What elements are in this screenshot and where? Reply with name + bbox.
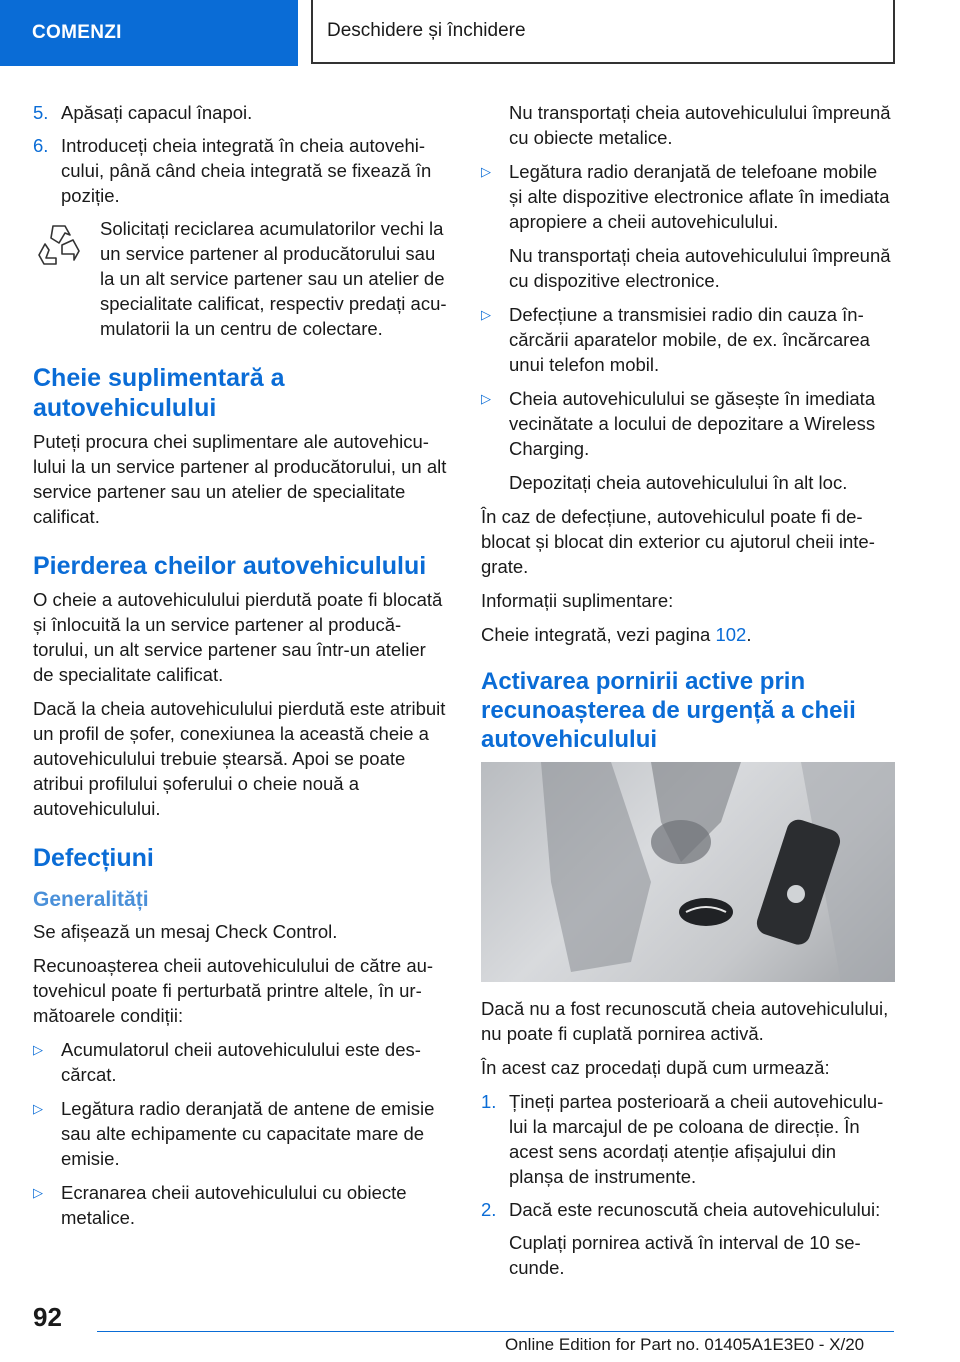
step-item xyxy=(481,1089,895,1189)
bullet-continuation: Nu transportați cheia autovehiculului împreună cu obiecte metalice. xyxy=(509,102,891,148)
triangle-bullet-icon: ▷ xyxy=(481,307,491,322)
triangle-bullet-icon: ▷ xyxy=(33,1185,43,1200)
footer-divider xyxy=(97,1331,894,1332)
recycling-text: Solicitați reciclarea acumulatorilor vechi la un service partener al producătorului sau la un alt service partener sau un atelier de specialitate calificat, respectiv predați acumulatorii la un centru de colectare. xyxy=(100,218,447,339)
reference-end: . xyxy=(746,624,752,645)
list-item xyxy=(481,386,895,461)
paragraph: Informații suplimentare: xyxy=(481,590,674,611)
reference-text: Cheie integrată, vezi pagina xyxy=(481,624,716,645)
paragraph: O cheie a autovehiculului pierdută poate fi blocată și înlocuită la un service partener al producătorului, un alt service partener sau într-un atelier de specialitate calificat. xyxy=(33,589,443,685)
bullet-text: Defecțiune a transmisiei radio din cauza încărcării aparatelor mobile, de ex. încărcarea unui telefon mobil. xyxy=(509,304,870,375)
page-number: 92 xyxy=(33,1302,62,1332)
paragraph: Recunoașterea cheii autovehiculului de către autovehicul poate fi perturbată printre altele, în următoarele condiții: xyxy=(33,955,434,1026)
paragraph: Se afișează un mesaj Check Control. xyxy=(33,921,338,942)
list-item xyxy=(481,302,895,377)
bullet-text: Legătura radio deranjată de telefoane mobile și alte dispozitive electronice aflate în imediata apropiere a cheii autovehiculului. xyxy=(509,161,890,232)
list-item xyxy=(481,159,895,234)
heading-faults: Defecțiuni xyxy=(33,844,154,872)
step-number: 6. xyxy=(33,135,49,156)
step-text: Dacă este recunoscută cheia autovehiculului: xyxy=(509,1199,881,1220)
step-item xyxy=(481,1197,895,1222)
triangle-bullet-icon: ▷ xyxy=(33,1101,43,1116)
heading-lost-keys: Pierderea cheilor autovehiculului xyxy=(33,552,427,580)
edition-text: Online Edition for Part no. 01405A1E3E0 - X/20 xyxy=(505,1335,865,1354)
step-number: 2. xyxy=(481,1199,497,1220)
right-column xyxy=(481,100,895,1289)
bullet-text: Cheia autovehiculului se găsește în imediata vecinătate a locului de depozitare a Wireless Charging. xyxy=(509,388,876,459)
triangle-bullet-icon: ▷ xyxy=(33,1042,43,1057)
bullet-text: Acumulatorul cheii autovehiculului este descărcat. xyxy=(61,1039,421,1085)
step-text: Apăsați capacul înapoi. xyxy=(61,102,253,123)
paragraph: În caz de defecțiune, autovehiculul poate fi deblocat și blocat din exterior cu ajutorul cheii integrate. xyxy=(481,506,875,577)
paragraph: Dacă nu a fost recunoscută cheia autovehiculului, nu poate fi cuplată pornirea activă. xyxy=(481,998,889,1044)
list-item xyxy=(33,1180,448,1230)
section-tab[interactable]: COMENZI xyxy=(0,0,298,66)
step-continuation: Cuplați pornirea activă în interval de 10 secunde. xyxy=(509,1232,861,1278)
paragraph: Puteți procura chei suplimentare ale autovehiculului la un service partener al producătorului, un alt service partener sau un atelier de specialitate calificat. xyxy=(33,431,447,527)
steering-column-photo xyxy=(481,762,895,982)
paragraph: În acest caz procedați după cum urmează: xyxy=(481,1057,830,1078)
bullet-continuation: Nu transportați cheia autovehiculului împreună cu dispozitive electronice. xyxy=(509,245,891,291)
triangle-bullet-icon: ▷ xyxy=(481,164,491,179)
step-number: 1. xyxy=(481,1091,497,1112)
step-item xyxy=(33,133,448,208)
chapter-tab[interactable]: Deschidere și închidere xyxy=(311,0,895,64)
triangle-bullet-icon: ▷ xyxy=(481,391,491,406)
recycle-icon xyxy=(33,220,85,272)
step-text: Introduceți cheia integrată în cheia autovehicului, până când cheia integrată se fixează în poziție. xyxy=(61,135,432,206)
page-link[interactable]: 102 xyxy=(715,624,747,645)
heading-emergency-start: Activarea pornirii active prin recunoașterea de urgență a cheii autovehiculului xyxy=(481,668,856,753)
subheading-general: Generalități xyxy=(33,888,149,911)
bullet-continuation: Depozitați cheia autovehiculului în alt loc. xyxy=(509,472,848,493)
paragraph: Dacă la cheia autovehiculului pierdută este atribuit un profil de șofer, conexiunea la această cheie a autovehiculului trebuie ștearsă. Apoi se poate atribui profilului șoferului o cheie nouă a autovehiculului. xyxy=(33,698,446,819)
recycling-note xyxy=(33,216,448,341)
step-item xyxy=(33,100,448,125)
step-text: Țineți partea posterioară a cheii autovehiculului la marcajul de pe coloana de direcție. În acest sens acordați atenție afișajului din planșa de instrumente. xyxy=(509,1091,884,1187)
list-item xyxy=(33,1096,448,1171)
bullet-text: Ecranarea cheii autovehiculului cu obiecte metalice. xyxy=(61,1182,407,1228)
photo-illustration xyxy=(481,762,895,982)
reference-paragraph xyxy=(481,622,895,647)
left-column xyxy=(33,100,448,1239)
page-header xyxy=(0,0,960,66)
heading-extra-key: Cheie suplimentară a autovehiculului xyxy=(33,364,285,422)
step-number: 5. xyxy=(33,102,49,123)
bullet-text: Legătura radio deranjată de antene de emisie sau alte echipamente cu capacitate mare de emisie. xyxy=(61,1098,435,1169)
list-item xyxy=(33,1037,448,1087)
